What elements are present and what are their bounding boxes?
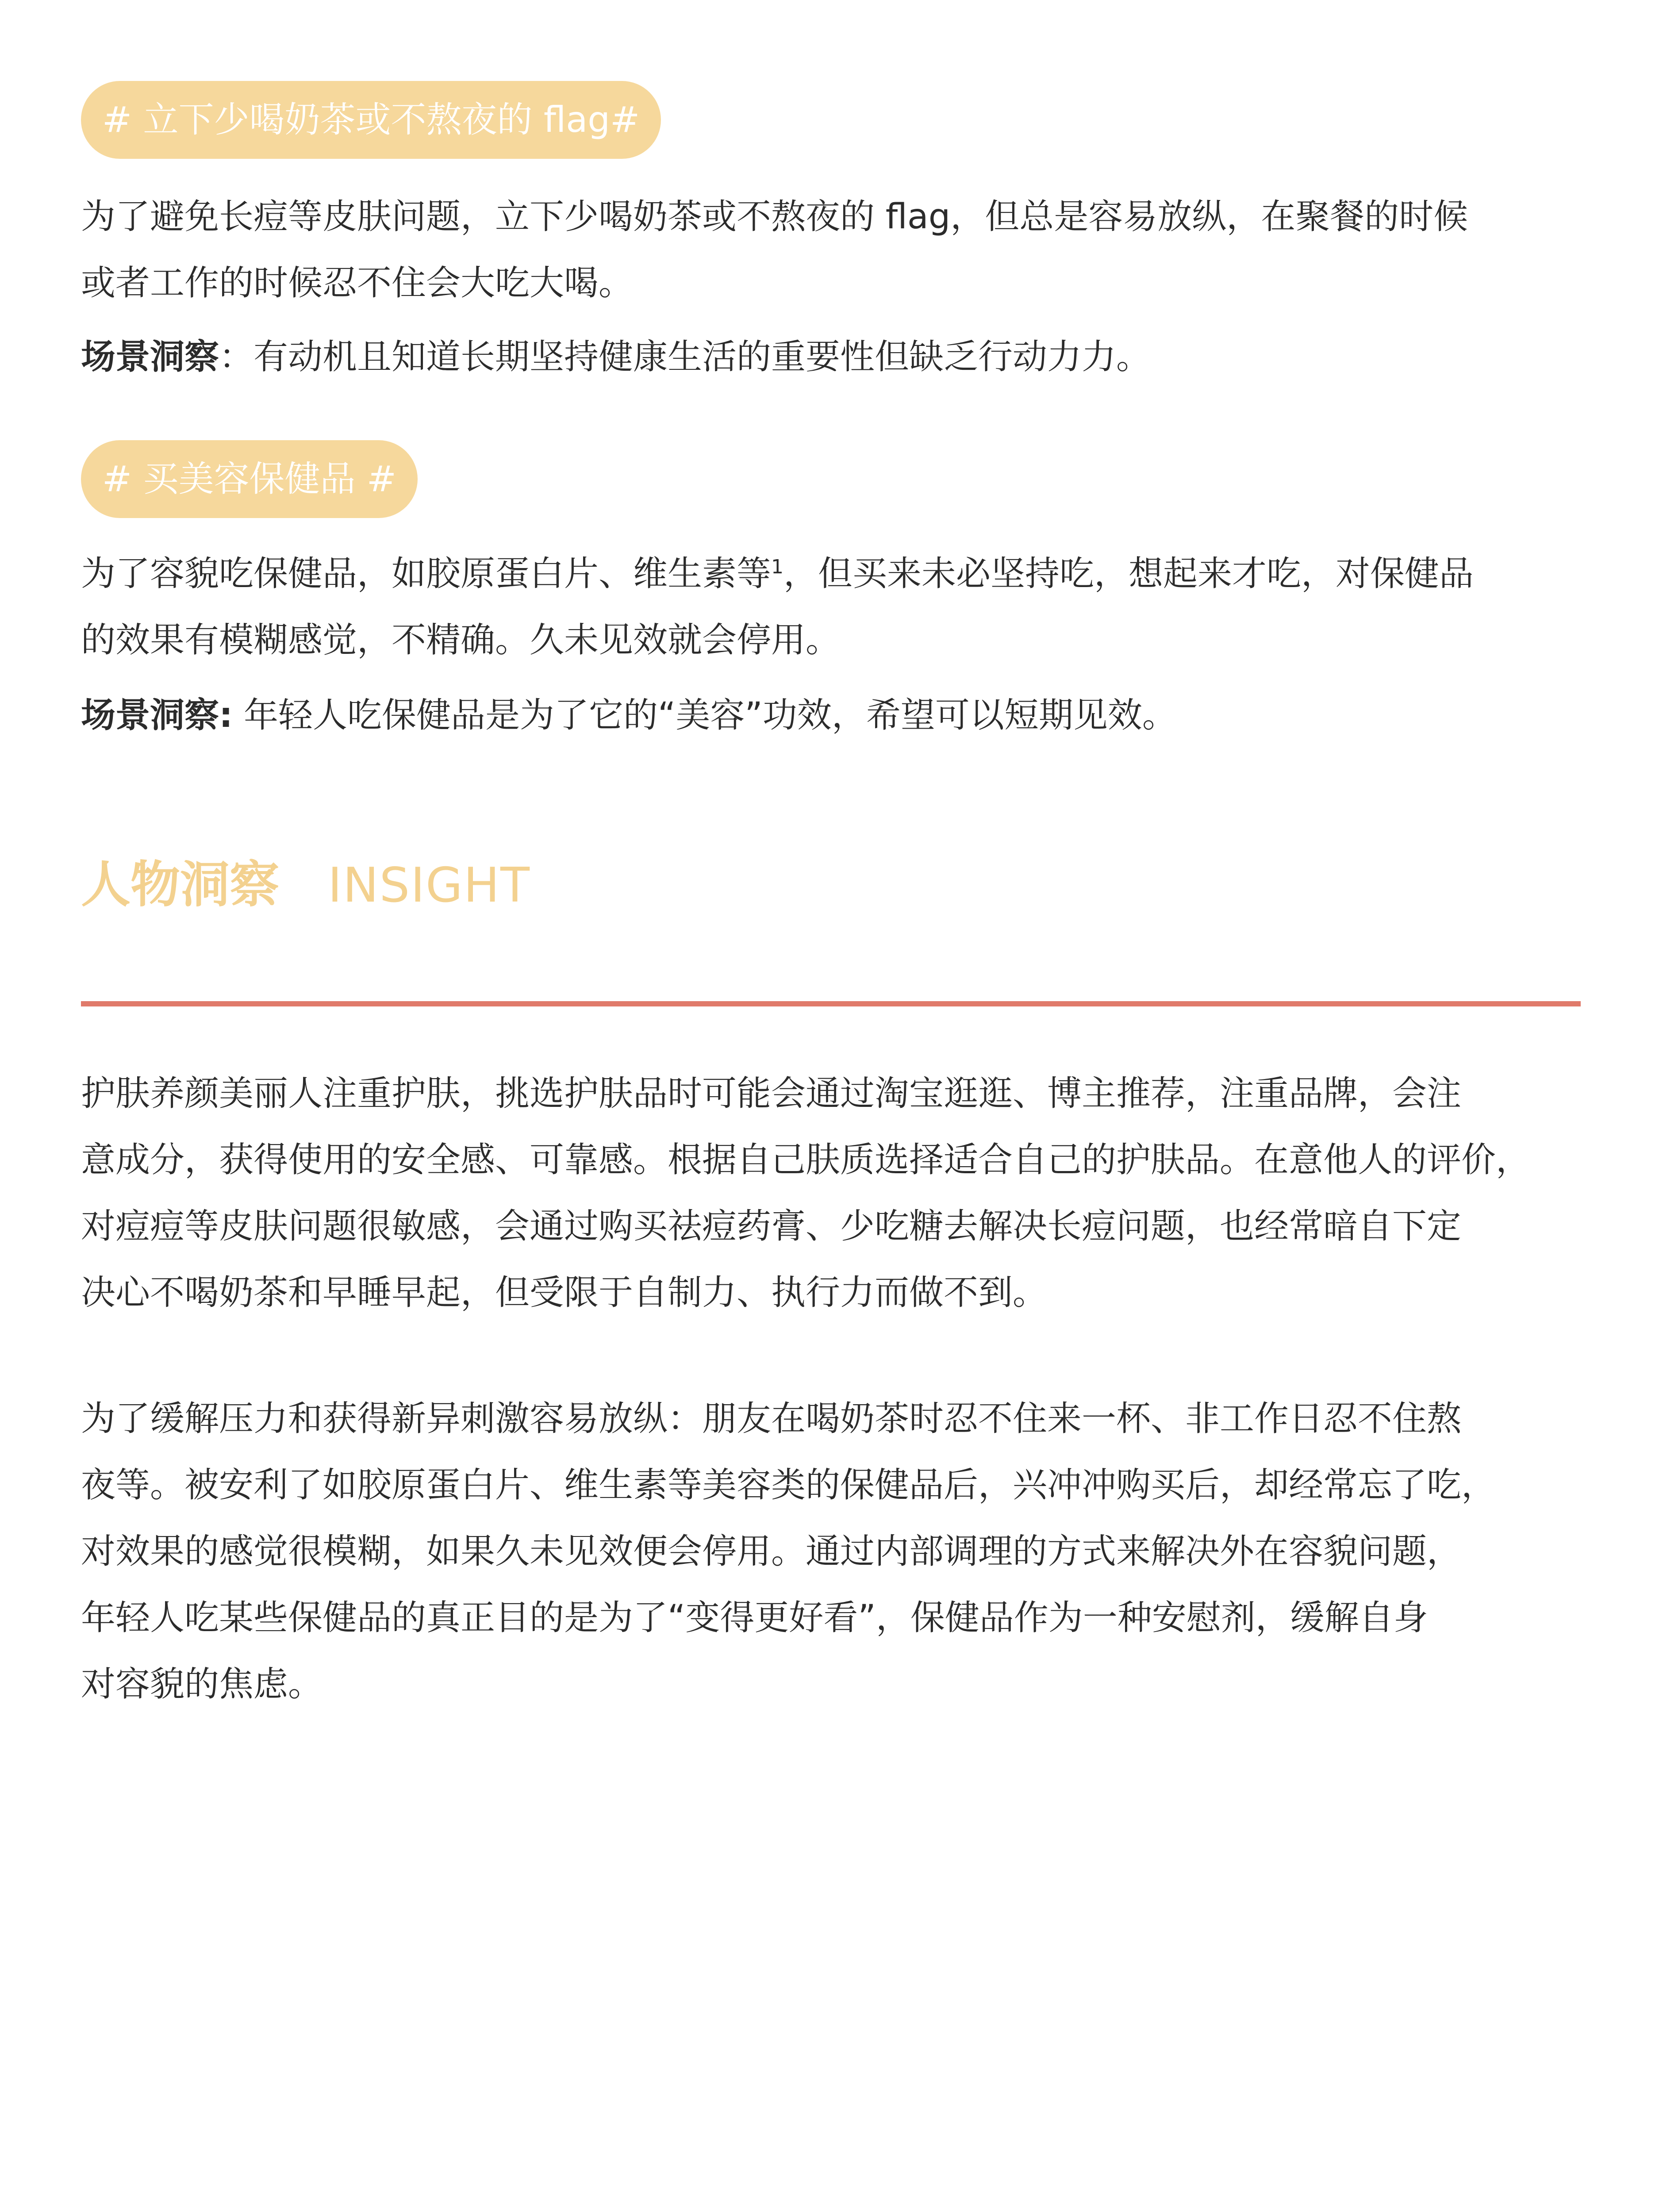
body-line: 为了缓解压力和获得新异刺激容易放纵：朋友在喝奶茶时忍不住来一杯、非工作日忍不住熬	[81, 1399, 1462, 1439]
scenario-tag-supplement: # 买美容保健品 #	[81, 440, 418, 518]
body-text: 为了容貌吃保健品，如胶原蛋白片、维生素等	[81, 554, 772, 594]
footnote-reference: 1	[771, 556, 784, 578]
scenario-body-flag	[81, 184, 1581, 316]
scenario-tag-flag: # 立下少喝奶茶或不熬夜的 flag#	[81, 81, 661, 159]
section-title-cn: 人物洞察	[81, 856, 279, 914]
body-line: 意成分，获得使用的安全感、可靠感。根据自己肤质选择适合自己的护肤品。在意他人的评价，	[81, 1140, 1531, 1180]
body-text: ，但买来未必坚持吃，想起来才吃，对保健品	[783, 554, 1474, 594]
body-line: 的效果有模糊感觉，不精确。久未见效就会停用。	[81, 620, 841, 660]
body-line: 或者工作的时候忍不住会大吃大喝。	[81, 263, 634, 303]
body-line: 对痘痘等皮肤问题很敏感，会通过购买祛痘药膏、少吃糖去解决长痘问题，也经常暗自下定	[81, 1206, 1462, 1246]
insight-paragraph-2	[81, 1386, 1581, 1717]
body-line: 年轻人吃某些保健品的真正目的是为了“变得更好看”，保健品作为一种安慰剂，缓解自身	[81, 1598, 1428, 1638]
section-divider	[81, 1001, 1581, 1006]
body-line: 护肤养颜美丽人注重护肤，挑选护肤品时可能会通过淘宝逛逛、博主推荐，注重品牌，会注	[81, 1074, 1462, 1114]
insight-label: 场景洞察:	[81, 695, 233, 735]
scenario-body-supplement	[81, 541, 1581, 673]
body-line: 决心不喝奶茶和早睡早起，但受限于自制力、执行力而做不到。	[81, 1273, 1048, 1313]
body-line: 为了避免长痘等皮肤问题，立下少喝奶茶或不熬夜的 flag，但总是容易放纵，在聚餐的时候	[81, 197, 1468, 237]
section-title-en: INSIGHT	[328, 858, 530, 913]
body-line	[81, 541, 1581, 607]
scenario-insight-flag	[81, 324, 1581, 390]
body-line: 对效果的感觉很模糊，如果久未见效便会停用。通过内部调理的方式来解决外在容貌问题，	[81, 1532, 1462, 1571]
scenario-insight-supplement	[81, 682, 1581, 749]
insight-paragraph-1	[81, 1060, 1581, 1326]
insight-text: 年轻人吃保健品是为了它的“美容”功效，希望可以短期见效。	[233, 695, 1177, 735]
body-line: 对容貌的焦虑。	[81, 1664, 323, 1704]
body-line: 夜等。被安利了如胶原蛋白片、维生素等美容类的保健品后，兴冲冲购买后，却经常忘了吃，	[81, 1465, 1496, 1505]
insight-label: 场景洞察	[81, 337, 219, 377]
section-title	[81, 852, 530, 918]
insight-text: ：有动机且知道长期坚持健康生活的重要性但缺乏行动力力。	[219, 337, 1151, 377]
